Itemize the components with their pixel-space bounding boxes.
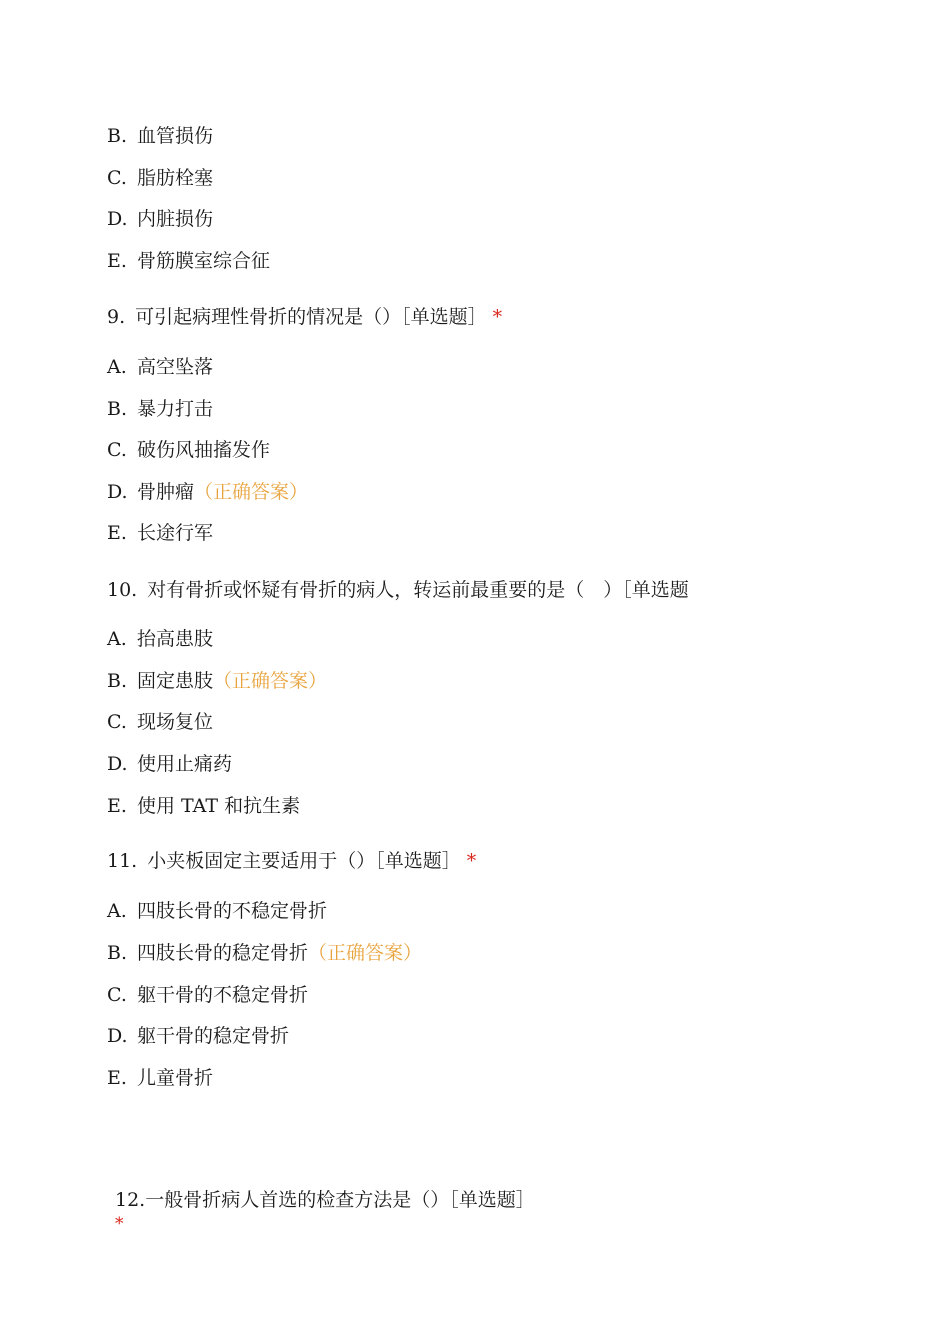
question-text: 对有骨折或怀疑有骨折的病人，转运前最重要的是（ ）［单选题	[147, 579, 689, 601]
option-text: 使用 TAT 和抗生素	[137, 795, 301, 817]
question-text: 小夹板固定主要适用于（）［单选题］	[147, 850, 461, 872]
question-number: 9.	[107, 306, 126, 328]
option-text: 四肢长骨的稳定骨折	[137, 942, 309, 964]
option-text: 长途行军	[137, 522, 214, 544]
required-asterisk: *	[115, 1214, 124, 1234]
option-letter: C.	[107, 984, 127, 1006]
option-letter: B.	[107, 942, 128, 964]
question-number: 10.	[107, 579, 138, 601]
option-letter: E.	[107, 795, 127, 817]
question-11-title	[107, 849, 476, 873]
option-letter: B.	[107, 125, 128, 147]
option-text: 使用止痛药	[137, 753, 233, 775]
option-text: 抬高患肢	[137, 628, 214, 650]
option-letter: C.	[107, 167, 127, 189]
option-text: 脂肪栓塞	[137, 167, 214, 189]
q8-option-d	[107, 207, 213, 231]
option-letter: D.	[107, 208, 128, 230]
q10-option-a	[107, 627, 213, 651]
question-text: 可引起病理性骨折的情况是（）［单选题］	[135, 306, 487, 328]
option-text: 骨肿瘤	[137, 481, 195, 503]
option-letter: A.	[107, 900, 127, 922]
option-text: 固定患肢	[137, 670, 214, 692]
question-9-title	[107, 305, 502, 329]
option-letter: D.	[107, 1025, 128, 1047]
option-letter: E.	[107, 522, 127, 544]
q9-option-b	[107, 397, 213, 421]
option-letter: D.	[107, 481, 128, 503]
q8-option-e	[107, 249, 270, 273]
option-letter: A.	[107, 356, 127, 378]
option-letter: C.	[107, 711, 127, 733]
correct-answer-label: （正确答案）	[213, 670, 328, 692]
required-asterisk: *	[492, 306, 503, 328]
option-letter: B.	[107, 670, 128, 692]
q10-option-e	[107, 794, 300, 818]
option-letter: C.	[107, 439, 127, 461]
q10-option-d	[107, 752, 232, 776]
question-10-title	[107, 578, 689, 602]
q9-option-d	[107, 480, 308, 504]
option-letter: A.	[107, 628, 127, 650]
option-text: 血管损伤	[137, 125, 214, 147]
option-letter: B.	[107, 398, 128, 420]
q10-option-b	[107, 669, 327, 693]
option-text: 现场复位	[137, 711, 214, 733]
q8-option-c	[107, 166, 213, 190]
correct-answer-label: （正确答案）	[194, 481, 309, 503]
option-text: 儿童骨折	[137, 1067, 214, 1089]
q11-option-b	[107, 941, 422, 965]
option-text: 躯干骨的稳定骨折	[137, 1025, 290, 1047]
q11-option-c	[107, 983, 308, 1007]
option-text: 破伤风抽搐发作	[137, 439, 271, 461]
q11-option-a	[107, 899, 327, 923]
question-number: 11.	[107, 850, 138, 872]
q9-option-c	[107, 438, 270, 462]
q9-option-a	[107, 355, 213, 379]
option-letter: D.	[107, 753, 128, 775]
q9-option-e	[107, 521, 213, 545]
q8-option-b	[107, 124, 213, 148]
question-12-title: 12.一般骨折病人首选的检查方法是（）［单选题］	[115, 1189, 535, 1211]
option-text: 四肢长骨的不稳定骨折	[137, 900, 328, 922]
q10-option-c	[107, 710, 213, 734]
option-text: 骨筋膜室综合征	[137, 250, 271, 272]
q11-option-e	[107, 1066, 213, 1090]
option-text: 躯干骨的不稳定骨折	[137, 984, 309, 1006]
correct-answer-label: （正确答案）	[308, 942, 423, 964]
option-letter: E.	[107, 1067, 127, 1089]
option-text: 内脏损伤	[137, 208, 214, 230]
option-text: 暴力打击	[137, 398, 214, 420]
required-asterisk: *	[466, 850, 477, 872]
q11-option-d	[107, 1024, 289, 1048]
option-text: 高空坠落	[137, 356, 214, 378]
option-letter: E.	[107, 250, 127, 272]
